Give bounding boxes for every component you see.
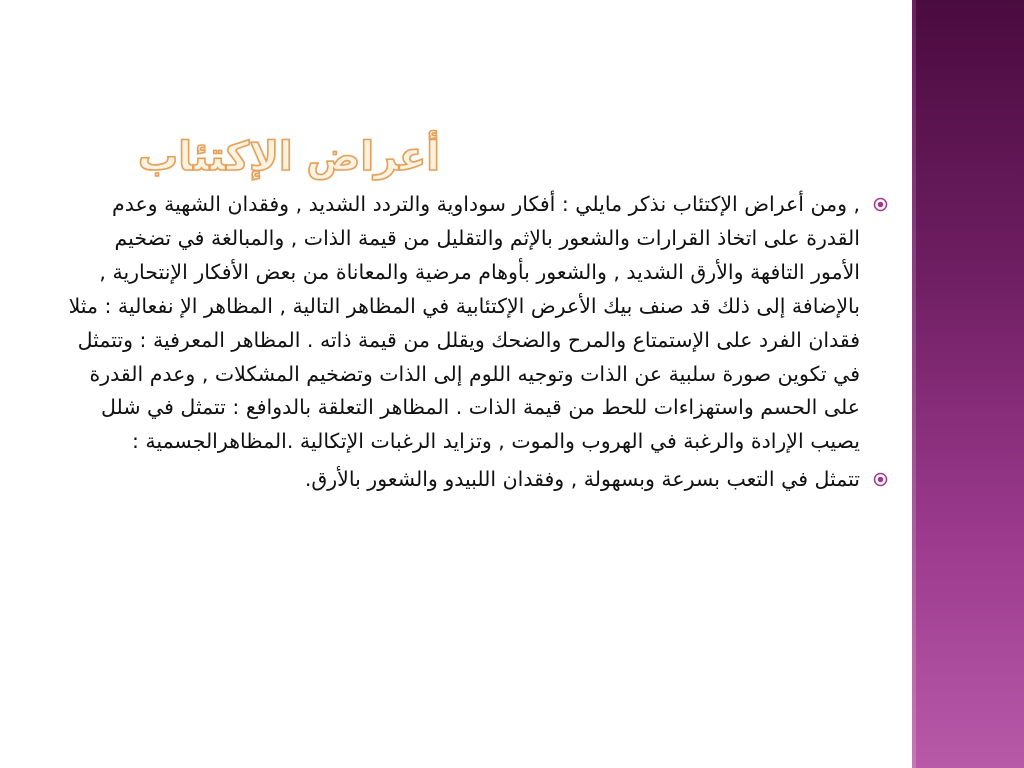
bullet-text: تتمثل في التعب بسرعة وبسهولة , وفقدان اللبيدو والشعور بالأرق. xyxy=(304,467,860,492)
slide-content xyxy=(60,188,860,501)
bullet-item xyxy=(60,188,860,459)
decorative-side-bar xyxy=(912,0,1024,768)
bullet-item xyxy=(60,463,860,497)
slide-title: أعراض الإكتئاب xyxy=(138,133,440,180)
bullet-text: , ومن أعراض الإكتئاب نذكر مايلي : أفكار سوداوية والتردد الشديد , وفقدان الشهية وعدم القدرة على اتخاذ القرارات والشعور بالإثم والتقليل من قيمة الذات , والمبالغة في تضخيم الأمور التافهة والأرق الشديد , والشعور بأوهام مرضية والمعاناة من بعض الأفكار الإنتحارية , بالإضافة إلى ذلك قد صنف بيك الأعرض الإكتئابية في المظاهر التالية , المظاهر الإ نفعالية : مثلا فقدان الفرد على الإستمتاع والمرح والضحك ويقلل من قيمة ذاته . المظاهر المعرفية : وتتمثل في تكوين صورة سلبية عن الذات وتوجيه اللوم إلى الذات وتضخيم المشكلات , وعدم القدرة على الحسم واستهزاءات للحط من قيمة الذات . المظاهر التعلقة بالدوافع : تتمثل في شلل يصيب الإرادة والرغبة في الهروب والموت , وتزايد الرغبات الإتكالية .المظاهرالجسمية : xyxy=(68,192,860,454)
circle-dot-bullet-icon xyxy=(873,197,888,212)
circle-dot-bullet-icon xyxy=(873,472,888,487)
